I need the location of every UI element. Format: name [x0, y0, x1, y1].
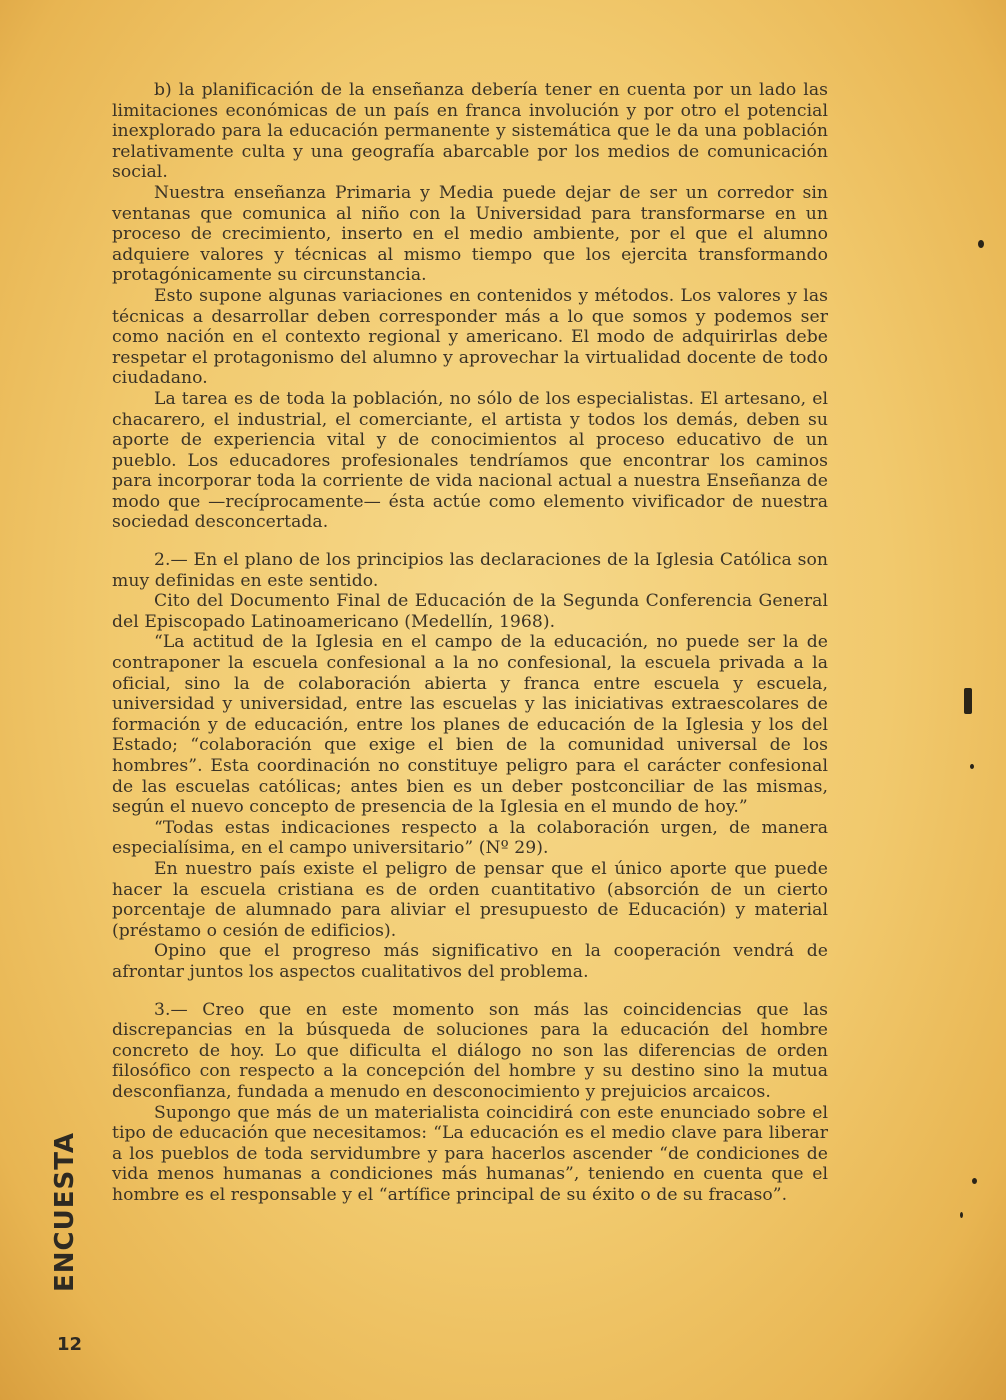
body-text [112, 80, 828, 1205]
section-side-label: ENCUESTA [50, 1131, 80, 1292]
paragraph: La tarea es de toda la población, no sólo de los especialistas. El artesano, el chacarero, el industrial, el comerciante, el artista y todos los demás, deben su aporte de experiencia vital y de conocimientos al proceso educativo de un pueblo. Los educadores profesionales tendríamos que encontrar los caminos para incorporar toda la corriente de vida nacional actual a nuestra Enseñanza de modo que —recíprocamente— ésta actúe como elemento vivificador de nuestra sociedad desconcertada. [112, 388, 828, 533]
paragraph: Supongo que más de un materialista coincidirá con este enunciado sobre el tipo de educación que necesitamos: “La educación es el medio clave para liberar a los pueblos de toda servidumbre y para hacerlos ascender “de condiciones de vida menos humanas a condiciones más humanas”, teniendo en cuenta que el hombre es el responsable y el “artífice principal de su éxito o de su fracaso”. [112, 1102, 828, 1205]
paragraph: Nuestra enseñanza Primaria y Media puede dejar de ser un corredor sin ventanas que comunica al niño con la Universidad para transformarse en un proceso de crecimiento, inserto en el medio ambiente, por el que el alumno adquiere valores y técnicas al mismo tiempo que los ejercita transformando protagónicamente su circunstancia. [112, 182, 828, 286]
paragraph: En nuestro país existe el peligro de pensar que el único aporte que puede hacer la escuela cristiana es de orden cuantitativo (absorción de un cierto porcentaje de alumnado para aliviar el presupuesto de Educación) y material (préstamo o cesión de edificios). [112, 858, 828, 941]
ink-spot [960, 1212, 963, 1218]
ink-spot [972, 1178, 977, 1184]
paragraph: “La actitud de la Iglesia en el campo de la educación, no puede ser la de contraponer la escuela confesional a la no confesional, la escuela privada a la oficial, sino la de colaboración abierta y franca entre escuela y escuela, universidad y universidad, entre las escuelas y las iniciativas extraescolares de formación y de educación, entre los planes de educación de la Iglesia y los del Estado; “colaboración que exige el bien de la comunidad universal de los hombres”. Esta coordinación no constituye peligro para el carácter confesional de las escuelas católicas; antes bien es un deber postconciliar de las mismas, según el nuevo concepto de presencia de la Iglesia en el mundo de hoy.” [112, 632, 828, 818]
paragraph: Esto supone algunas variaciones en contenidos y métodos. Los valores y las técnicas a desarrollar deben corresponder más a lo que somos y podemos ser como nación en el contexto regional y americano. El modo de adquirirlas debe respetar el protagonismo del alumno y aprovechar la virtualidad docente de todo ciudadano. [112, 285, 828, 389]
paragraph: 3.— Creo que en este momento son más las coincidencias que las discrepancias en la búsqueda de soluciones para la educación del hombre concreto de hoy. Lo que dificulta el diálogo no son las diferencias de orden filosófico con respecto a la concepción del hombre y su destino sino la mutua desconfianza, fundada a menudo en desconocimiento y prejuicios arcaicos. [112, 999, 828, 1102]
paragraph: 2.— En el plano de los principios las declaraciones de la Iglesia Católica son muy definidas en este sentido. [112, 550, 828, 591]
paragraph: “Todas estas indicaciones respecto a la colaboración urgen, de manera especialísima, en el campo universitario” (Nº 29). [112, 817, 828, 859]
ink-spot [964, 688, 972, 714]
paragraph: Opino que el progreso más significativo en la cooperación vendrá de afrontar juntos los aspectos cualitativos del problema. [112, 941, 828, 982]
paragraph: Cito del Documento Final de Educación de la Segunda Conferencia General del Episcopado Latinoamericano (Medellín, 1968). [112, 591, 828, 632]
page-number: 12 [57, 1334, 83, 1355]
ink-spot [970, 764, 974, 769]
paragraph: b) la planificación de la enseñanza debería tener en cuenta por un lado las limitaciones económicas de un país en franca involución y por otro el potencial inexplorado para la educación permanente y sistemática que le da una población relativamente culta y una geografía abarcable por los medios de comunicación social. [112, 80, 828, 183]
ink-spot [978, 240, 984, 248]
